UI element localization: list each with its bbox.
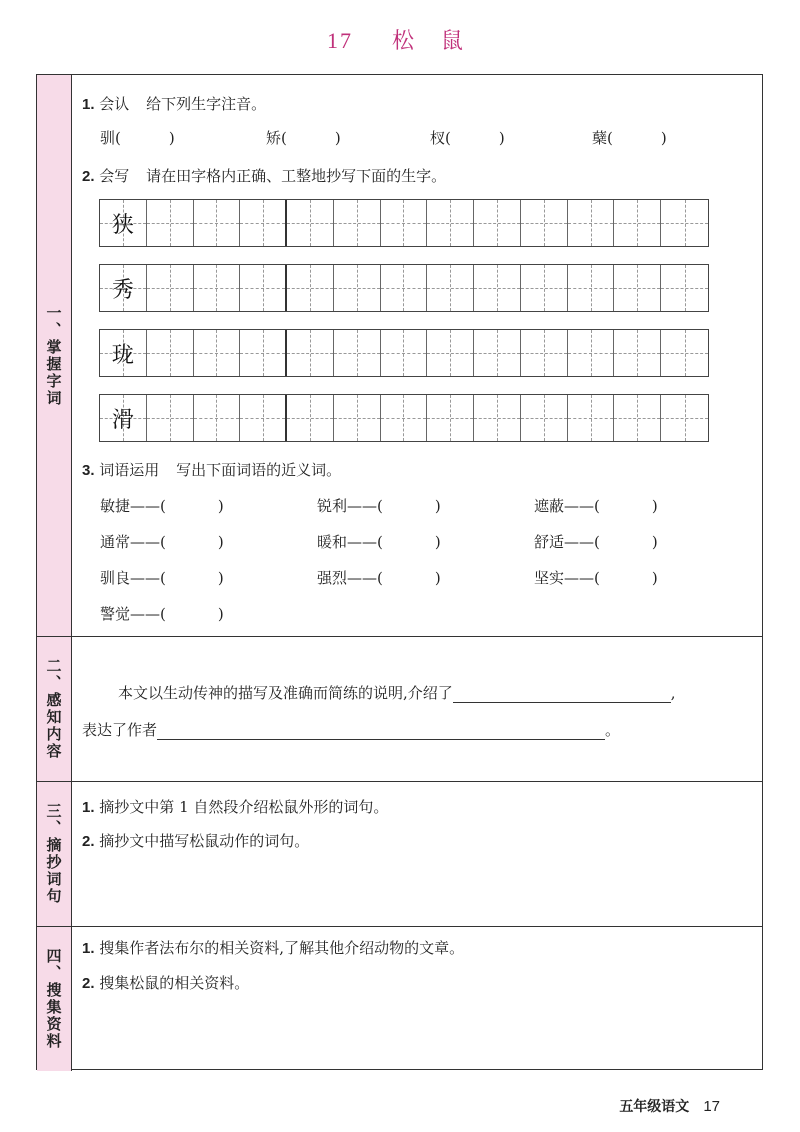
synonym-word: 舒适——(: [534, 533, 600, 551]
lesson-number: 17: [326, 28, 353, 53]
pinyin-char: 驯(: [100, 129, 121, 147]
synonym-word: 驯良——(: [100, 569, 166, 587]
question-text: 摘抄文中描写松鼠动作的词句。: [99, 832, 310, 850]
section-label: 二、感知内容: [44, 658, 63, 760]
synonym-word: 坚实——(: [534, 569, 600, 587]
writing-grid-row[interactable]: [99, 264, 709, 312]
question-1: [82, 796, 388, 817]
section-vocabulary: [37, 75, 762, 637]
paren-close: ): [660, 129, 667, 147]
question-number: 2.: [82, 833, 95, 850]
question-number: 2.: [82, 975, 95, 992]
model-char: 滑: [111, 407, 134, 433]
paren-close: ): [217, 605, 224, 623]
section-label-box: [37, 782, 72, 926]
synonym-item[interactable]: [317, 531, 441, 552]
paren-close: ): [334, 129, 341, 147]
question-number: 1.: [82, 940, 95, 957]
page-footer: [619, 1096, 720, 1116]
section-label: 一、掌握字词: [44, 304, 63, 407]
pinyin-char: 蘖(: [592, 129, 613, 147]
paren-close: ): [217, 569, 224, 587]
paren-close: ): [217, 533, 224, 551]
section-excerpts: [37, 782, 762, 927]
synonym-word: 遮蔽——(: [534, 497, 600, 515]
section-label-box: [37, 927, 72, 1071]
question-number: 2.: [82, 168, 95, 185]
pinyin-item[interactable]: [592, 127, 667, 148]
fill-text: 本文以生动传神的描写及准确而简练的说明,介绍了: [118, 684, 453, 702]
section-label-box: [37, 637, 72, 781]
question-text: 写出下面词语的近义词。: [176, 461, 342, 479]
paren-close: ): [434, 497, 441, 515]
question-number: 1.: [82, 96, 95, 113]
question-text: 给下列生字注音。: [146, 95, 267, 113]
question-2: [82, 830, 309, 851]
writing-grid-row[interactable]: [99, 329, 709, 377]
pinyin-item[interactable]: [266, 127, 341, 148]
paren-close: ): [651, 569, 658, 587]
title-char-1: 松: [391, 29, 416, 54]
paren-close: ): [651, 497, 658, 515]
synonym-item[interactable]: [534, 531, 658, 552]
punctuation: ,: [670, 684, 676, 702]
synonym-word: 警觉——(: [100, 605, 166, 623]
synonym-item[interactable]: [100, 567, 224, 588]
paren-close: ): [434, 533, 441, 551]
section-research: [37, 927, 762, 1071]
question-text: 搜集松鼠的相关资料。: [99, 974, 250, 992]
question-head: 会认: [99, 95, 130, 113]
synonym-word: 暖和——(: [317, 533, 383, 551]
question-number: 1.: [82, 799, 95, 816]
pinyin-char: 杈(: [430, 129, 451, 147]
paren-close: ): [434, 569, 441, 587]
synonym-word: 强烈——(: [317, 569, 383, 587]
pinyin-char: 矫(: [266, 129, 287, 147]
question-2: [82, 165, 446, 186]
writing-grid-row[interactable]: [99, 394, 709, 442]
synonym-item[interactable]: [534, 495, 658, 516]
model-char: 珑: [111, 342, 134, 368]
page-number: 17: [703, 1098, 720, 1115]
synonym-item[interactable]: [100, 603, 224, 624]
answer-blank[interactable]: [157, 724, 605, 740]
fill-line-2: [82, 719, 620, 740]
page-title: [0, 24, 800, 55]
question-number: 3.: [82, 462, 95, 479]
footer-text: 五年级语文: [619, 1099, 690, 1115]
synonym-item[interactable]: [317, 495, 441, 516]
punctuation: 。: [605, 721, 621, 739]
section-label-box: [37, 75, 72, 636]
writing-grid-row[interactable]: [99, 199, 709, 247]
section-label: 三、摘抄词句: [44, 803, 63, 905]
synonym-item[interactable]: [100, 531, 224, 552]
section-label: 四、搜集资料: [44, 948, 63, 1050]
worksheet-frame: [36, 74, 763, 1070]
paren-close: ): [168, 129, 175, 147]
question-1: [82, 93, 266, 114]
model-char: 秀: [111, 277, 134, 303]
question-head: 会写: [99, 167, 130, 185]
pinyin-item[interactable]: [100, 127, 175, 148]
synonym-word: 锐利——(: [317, 497, 383, 515]
synonym-item[interactable]: [317, 567, 441, 588]
pinyin-item[interactable]: [430, 127, 505, 148]
paren-close: ): [217, 497, 224, 515]
section-comprehension: [37, 637, 762, 782]
model-char: 狭: [111, 212, 134, 238]
title-char-2: 鼠: [441, 29, 466, 54]
question-3: [82, 459, 341, 480]
question-text: 搜集作者法布尔的相关资料,了解其他介绍动物的文章。: [99, 939, 465, 957]
fill-line-1: [118, 682, 676, 703]
question-text: 请在田字格内正确、工整地抄写下面的生字。: [146, 167, 447, 185]
answer-blank[interactable]: [453, 687, 671, 703]
paren-close: ): [498, 129, 505, 147]
fill-text: 表达了作者: [82, 721, 158, 739]
synonym-item[interactable]: [534, 567, 658, 588]
synonym-word: 敏捷——(: [100, 497, 166, 515]
paren-close: ): [651, 533, 658, 551]
question-2: [82, 972, 249, 993]
synonym-word: 通常——(: [100, 533, 166, 551]
question-text: 摘抄文中第 1 自然段介绍松鼠外形的词句。: [99, 798, 389, 816]
synonym-item[interactable]: [100, 495, 224, 516]
question-head: 词语运用: [99, 461, 160, 479]
question-1: [82, 937, 464, 958]
